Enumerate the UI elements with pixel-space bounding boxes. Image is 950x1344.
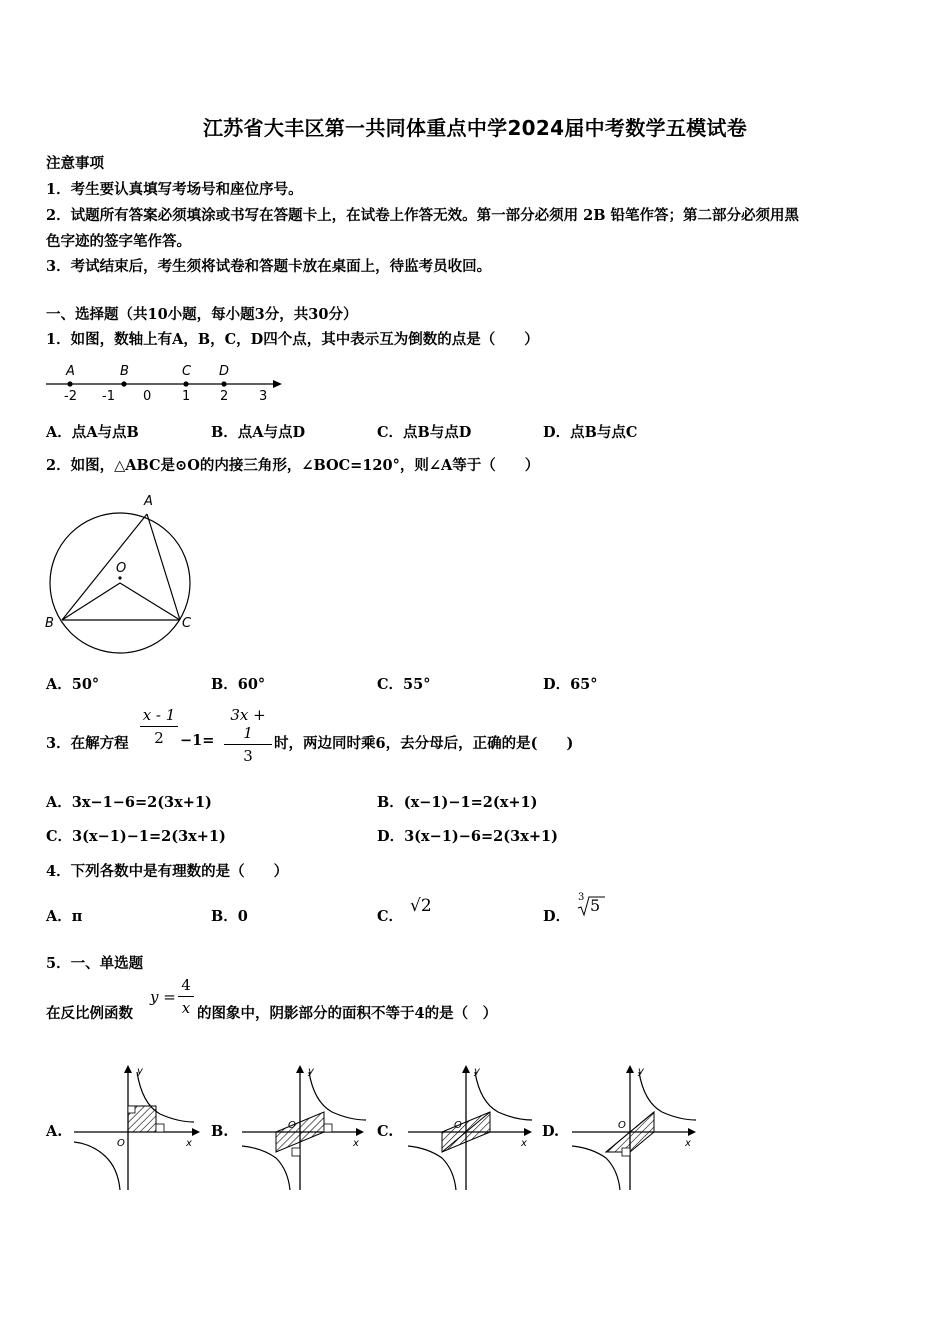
- q4-cbrt-index: 3: [578, 892, 585, 903]
- q4-sqrt2: √2: [410, 896, 432, 916]
- q3-option-a: A．3x−1−6=2(3x+1): [46, 794, 212, 811]
- label-c: C: [182, 616, 192, 631]
- q3-middle: −1=: [180, 732, 215, 749]
- axis-x-label: x: [521, 1138, 527, 1149]
- q2-stem: 2．如图，△ABC是⊙O的内接三角形，∠BOC=120°，则∠A等于（ ）: [46, 457, 540, 474]
- fraction-denominator: 3: [243, 747, 253, 765]
- q5-graph-label-d: D.: [542, 1123, 560, 1140]
- q2-option-d: D．65°: [543, 676, 598, 693]
- tick-label: 1: [182, 389, 191, 404]
- graph-c: [408, 1065, 532, 1190]
- axis-y-label: y: [638, 1066, 644, 1077]
- q4-option-d: D．: [543, 908, 571, 925]
- q3-option-c: C．3(x−1)−1=2(3x+1): [46, 828, 226, 845]
- q4-option-c: C．: [377, 908, 404, 925]
- q4-cbrt-radicand: 5: [590, 896, 601, 915]
- fraction-numerator: 4: [181, 976, 191, 994]
- q5-graph-label-b: B.: [211, 1123, 229, 1140]
- origin-label: O: [288, 1120, 296, 1131]
- point-d: [221, 381, 226, 386]
- q1-option-b: B．点A与点D: [211, 424, 306, 441]
- graph-a: [74, 1065, 200, 1190]
- point-a: [67, 381, 72, 386]
- fraction-denominator: 2: [154, 729, 164, 747]
- q2-option-a: A．50°: [46, 676, 100, 693]
- origin-label: O: [454, 1120, 462, 1131]
- notice-item-1: 1．考生要认真填写考场号和座位序号。: [46, 181, 303, 198]
- page-title: 江苏省大丰区第一共同体重点中学2024届中考数学五模试卷: [202, 116, 748, 140]
- q3-prefix: 3．在解方程: [46, 735, 129, 752]
- q1-option-a: A．点A与点B: [46, 424, 139, 441]
- q5-line-prefix: 在反比例函数: [46, 1005, 133, 1022]
- q5-line-suffix: 的图象中，阴影部分的面积不等于4的是（ ）: [197, 1005, 498, 1022]
- label-a: A: [66, 364, 75, 379]
- q1-stem: 1．如图，数轴上有A，B，C，D四个点，其中表示互为倒数的点是（ ）: [46, 331, 539, 348]
- tick-label: 3: [259, 389, 268, 404]
- axis-x-label: x: [186, 1138, 192, 1149]
- q3-option-d: D．3(x−1)−6=2(3x+1): [377, 828, 558, 845]
- label-b: B: [120, 364, 129, 379]
- q5-graph-label-a: A.: [46, 1123, 63, 1140]
- q1-number-line: [40, 362, 290, 404]
- q5-graphs: [70, 1060, 710, 1195]
- notice-item-3: 3．考试结束后，考生须将试卷和答题卡放在桌面上，待监考员收回。: [46, 258, 492, 275]
- q5-function-fraction: [178, 976, 194, 1017]
- label-c: C: [182, 364, 192, 379]
- label-d: D: [219, 364, 230, 379]
- notice-heading: 注意事项: [46, 155, 104, 172]
- q5-func-lhs: y =: [150, 988, 176, 1006]
- q3-suffix: 时，两边同时乘6，去分母后，正确的是( ): [274, 735, 574, 752]
- label-o: O: [116, 561, 127, 576]
- origin-label: O: [618, 1120, 626, 1131]
- label-b: B: [45, 616, 54, 631]
- section-heading: 一、选择题（共10小题，每小题3分，共30分）: [46, 306, 358, 323]
- notice-item-2-cont: 色字迹的签字笔作答。: [46, 233, 191, 250]
- axis-y-label: y: [137, 1066, 143, 1077]
- tick-label: 0: [143, 389, 152, 404]
- axis-y-label: y: [474, 1066, 480, 1077]
- q4-option-b: B．0: [211, 908, 248, 925]
- q1-option-c: C．点B与点D: [377, 424, 472, 441]
- q2-circle-figure: [40, 488, 200, 658]
- q3-fraction-1: [140, 706, 178, 747]
- axis-x-label: x: [353, 1138, 359, 1149]
- q5-graph-label-c: C.: [377, 1123, 394, 1140]
- fraction-numerator: 3x + 1: [230, 706, 266, 742]
- graph-b: [242, 1065, 366, 1190]
- origin-label: O: [117, 1138, 125, 1149]
- q3-fraction-2: [224, 706, 272, 765]
- q4-option-a: A．π: [46, 908, 83, 925]
- graph-d: [572, 1065, 696, 1190]
- axis-x-label: x: [685, 1138, 691, 1149]
- point-c: [183, 381, 188, 386]
- notice-item-2: 2．试题所有答案必须填涂或书写在答题卡上，在试卷上作答无效。第一部分必须用 2B 铅笔作答；第二部分必须用黑: [46, 207, 800, 224]
- tick-label: -2: [64, 389, 77, 404]
- q5-stem: 5．一、单选题: [46, 955, 144, 972]
- point-b: [121, 381, 126, 386]
- fraction-denominator: x: [181, 999, 191, 1017]
- q1-option-d: D．点B与点C: [543, 424, 638, 441]
- fraction-numerator: x - 1: [142, 706, 176, 724]
- q2-option-c: C．55°: [377, 676, 431, 693]
- label-a: A: [144, 494, 153, 509]
- axis-y-label: y: [308, 1066, 314, 1077]
- tick-label: 2: [220, 389, 229, 404]
- tick-label: -1: [102, 389, 115, 404]
- q3-option-b: B．(x−1)−1=2(x+1): [377, 794, 538, 811]
- q2-option-b: B．60°: [211, 676, 266, 693]
- q4-stem: 4．下列各数中是有理数的是（ ）: [46, 863, 289, 880]
